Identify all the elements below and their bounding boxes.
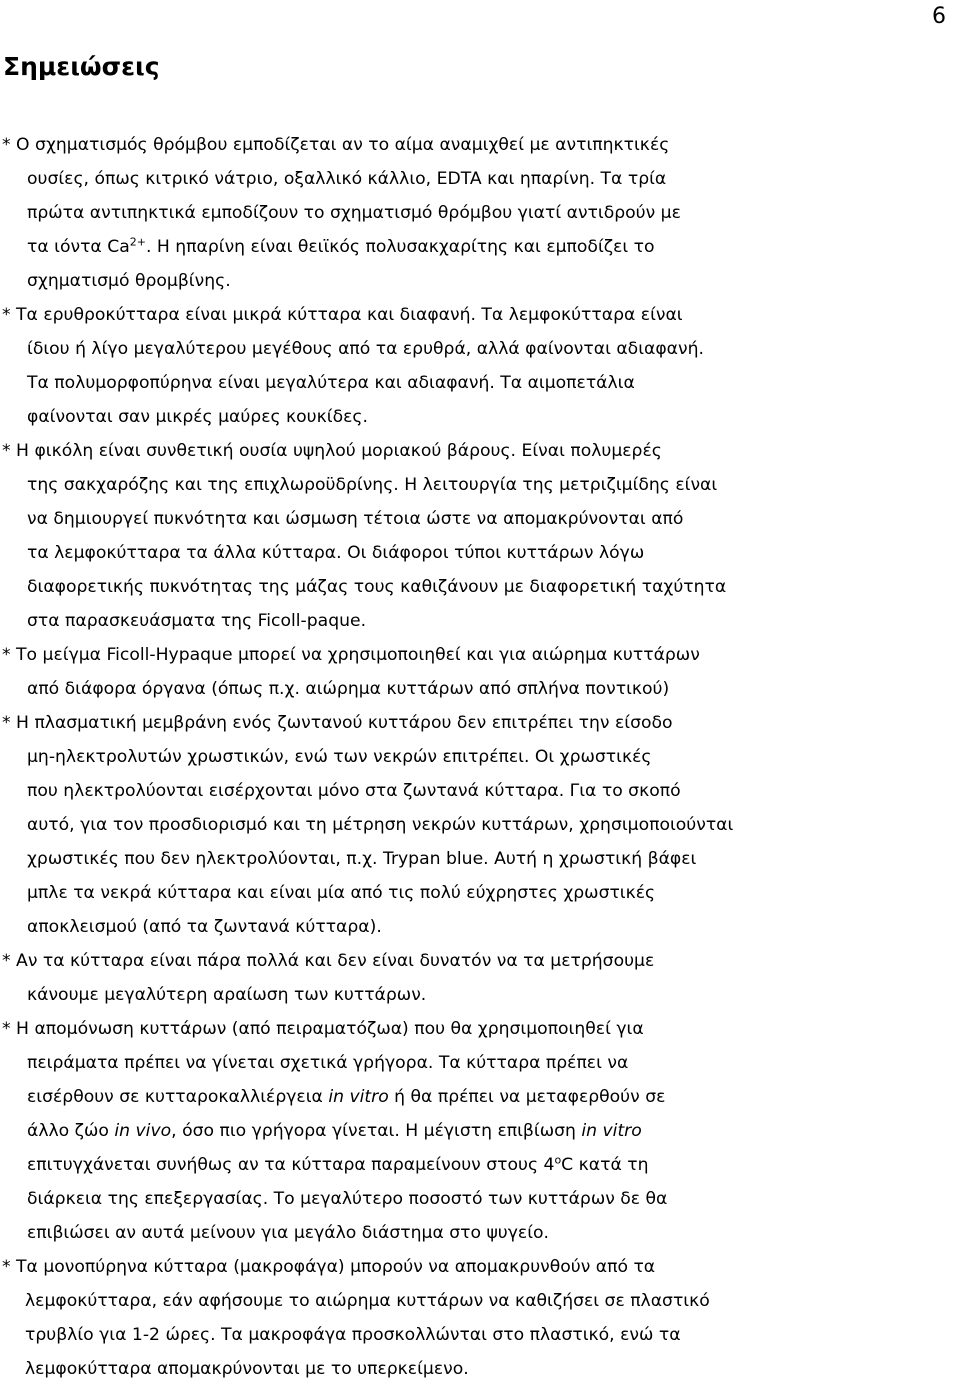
note-line: * Η πλασματική μεμβράνη ενός ζωντανού κυττάρου δεν επιτρέπει την είσοδο [2, 713, 673, 733]
italic-term: in vivo [114, 1121, 172, 1141]
note-line: λεμφοκύτταρα απομακρύνονται με το υπερκείμενο. [25, 1359, 469, 1379]
text-run: τα ιόντα Ca [27, 237, 130, 257]
note-line: * Το μείγμα Ficoll-Hypaque μπορεί να χρησιμοποιηθεί και για αιώρημα κυττάρων [2, 645, 700, 665]
note-line: ίδιου ή λίγο μεγαλύτερου μεγέθους από τα ερυθρά, αλλά φαίνονται αδιαφανή. [27, 339, 704, 359]
note-line: φαίνονται σαν μικρές μαύρες κουκίδες. [27, 407, 368, 427]
note-line: να δημιουργεί πυκνότητα και ώσμωση τέτοια ώστε να απομακρύνονται από [27, 509, 684, 529]
page-number: 6 [932, 4, 946, 29]
note-line: * Ο σχηματισμός θρόμβου εμποδίζεται αν το αίμα αναμιχθεί με αντιπηκτικές [2, 135, 670, 155]
text-run: επιτυγχάνεται συνήθως αν τα κύτταρα παραμείνουν στους 4 [27, 1155, 555, 1175]
superscript: 2+ [129, 235, 146, 249]
text-run: , όσο πιο γρήγορα γίνεται. Η μέγιστη επιβίωση [171, 1121, 582, 1141]
note-line: διάρκεια της επεξεργασίας. Το μεγαλύτερο ποσοστό των κυττάρων δε θα [27, 1189, 668, 1209]
text-run: . Η ηπαρίνη είναι θειϊκός πολυσακχαρίτης και εμποδίζει το [145, 237, 655, 257]
note-line: * Η φικόλη είναι συνθετική ουσία υψηλού μοριακού βάρους. Είναι πολυμερές [2, 441, 662, 461]
note-line: μπλε τα νεκρά κύτταρα και είναι μία από τις πολύ εύχρηστες χρωστικές [27, 883, 656, 903]
note-line: * Τα μονοπύρηνα κύτταρα (μακροφάγα) μπορούν να απομακρυνθούν από τα [2, 1257, 656, 1277]
note-line: κάνουμε μεγαλύτερη αραίωση των κυττάρων. [27, 985, 427, 1005]
note-membrane-dyes [0, 706, 950, 944]
note-anticoagulants [0, 128, 950, 298]
note-line: αυτό, για τον προσδιορισμό και τη μέτρηση νεκρών κυττάρων, χρησιμοποιούνται [27, 815, 734, 835]
note-line: που ηλεκτρολύονται εισέρχονται μόνο στα ζωντανά κύτταρα. Για το σκοπό [27, 781, 681, 801]
note-ficoll [0, 434, 950, 638]
note-line: * Τα ερυθροκύτταρα είναι μικρά κύτταρα και διαφανή. Τα λεμφοκύτταρα είναι [2, 305, 683, 325]
note-line: της σακχαρόζης και της επιχλωροϋδρίνης. Η λειτουργία της μετριζιμίδης είναι [27, 475, 718, 495]
note-line: αποκλεισμού (από τα ζωντανά κύτταρα). [27, 917, 382, 937]
note-line: Τα πολυμορφοπύρηνα είναι μεγαλύτερα και αδιαφανή. Τα αιμοπετάλια [27, 373, 635, 393]
superscript: o [554, 1153, 562, 1167]
note-cell-isolation [0, 1012, 950, 1250]
note-line: από διάφορα όργανα (όπως π.χ. αιώρημα κυττάρων από σπλήνα ποντικού) [27, 679, 670, 699]
note-line: λεμφοκύτταρα, εάν αφήσουμε το αιώρημα κυττάρων να καθιζήσει σε πλαστικό [25, 1291, 710, 1311]
text-run: ή θα πρέπει να μεταφερθούν σε [388, 1087, 666, 1107]
italic-term: in vitro [328, 1087, 389, 1107]
note-line: σχηματισμό θρομβίνης. [27, 271, 231, 291]
note-line [0, 1080, 950, 1114]
note-line: πειράματα πρέπει να γίνεται σχετικά γρήγορα. Τα κύτταρα πρέπει να [27, 1053, 629, 1073]
note-line [0, 1114, 950, 1148]
text-run: C κατά τη [561, 1155, 649, 1175]
note-line: τρυβλίο για 1-2 ώρες. Τα μακροφάγα προσκολλώνται στο πλαστικό, ενώ τα [25, 1325, 681, 1345]
note-line: στα παρασκευάσματα της Ficoll-paque. [27, 611, 367, 631]
note-macrophages [0, 1250, 950, 1386]
notes-body [0, 128, 950, 1386]
note-dilution [0, 944, 950, 1012]
note-line: διαφορετικής πυκνότητας της μάζας τους καθιζάνουν με διαφορετική ταχύτητα [27, 577, 727, 597]
note-line: * Αν τα κύτταρα είναι πάρα πολλά και δεν είναι δυνατόν να τα μετρήσουμε [2, 951, 655, 971]
note-line: ουσίες, όπως κιτρικό νάτριο, οξαλλικό κάλλιο, EDTA και ηπαρίνη. Τα τρία [27, 169, 667, 189]
page-title: Σημειώσεις [3, 52, 160, 81]
note-line: τα λεμφοκύτταρα τα άλλα κύτταρα. Οι διάφοροι τύποι κυττάρων λόγω [27, 543, 645, 563]
note-line: επιβιώσει αν αυτά μείνουν για μεγάλο διάστημα στο ψυγείο. [27, 1223, 550, 1243]
note-line: μη-ηλεκτρολυτών χρωστικών, ενώ των νεκρών επιτρέπει. Οι χρωστικές [27, 747, 652, 767]
italic-term: in vitro [581, 1121, 642, 1141]
note-line: χρωστικές που δεν ηλεκτρολύονται, π.χ. Trypan blue. Αυτή η χρωστική βάφει [27, 849, 697, 869]
note-line [0, 1148, 950, 1182]
note-line [0, 230, 950, 264]
note-line: πρώτα αντιπηκτικά εμποδίζουν το σχηματισμό θρόμβου γιατί αντιδρούν με [27, 203, 681, 223]
text-run: άλλο ζώο [27, 1121, 115, 1141]
note-line: * Η απομόνωση κυττάρων (από πειραματόζωα) που θα χρησιμοποιηθεί για [2, 1019, 644, 1039]
note-ficoll-hypaque [0, 638, 950, 706]
note-cell-appearance [0, 298, 950, 434]
text-run: εισέρθουν σε κυτταροκαλλιέργεια [27, 1087, 329, 1107]
